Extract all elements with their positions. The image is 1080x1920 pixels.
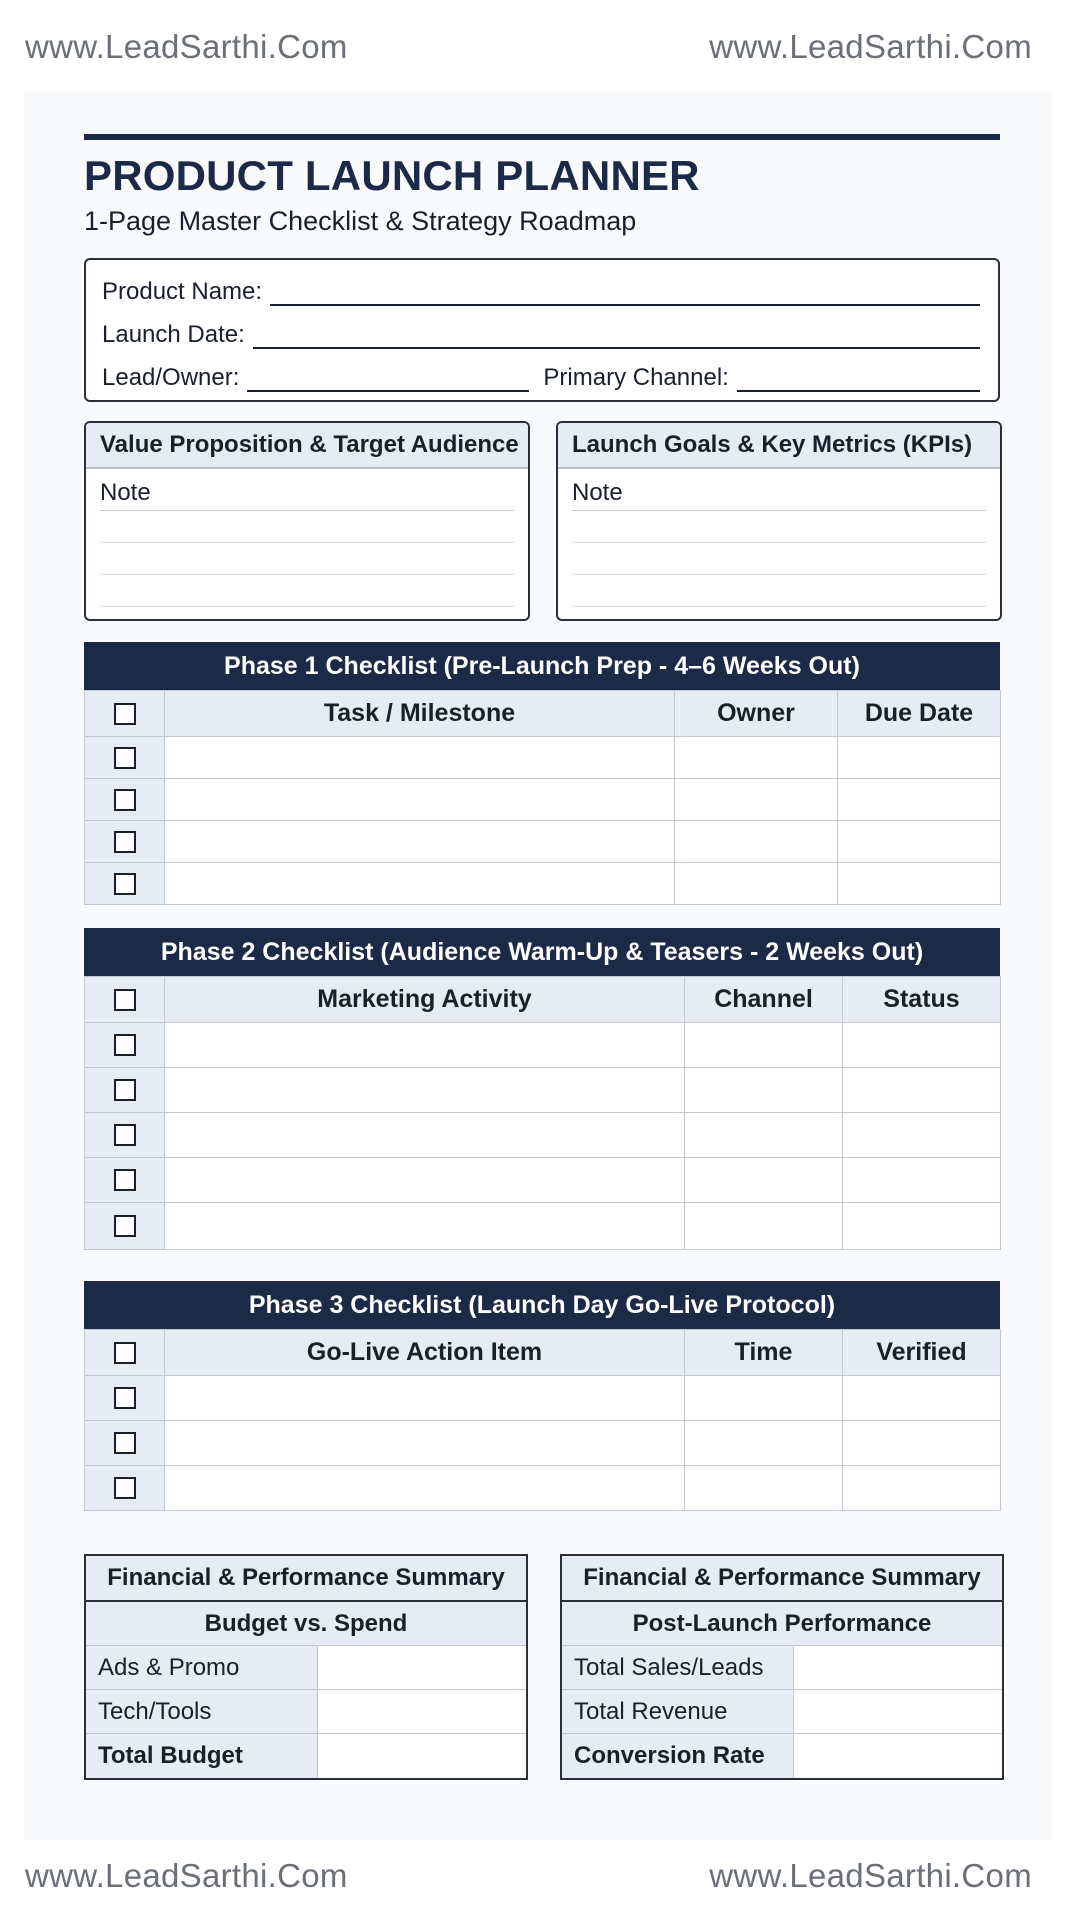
product-name-label: Product Name:: [102, 278, 263, 305]
column-header: Verified: [843, 1330, 1001, 1376]
title-rule: [84, 134, 1000, 140]
row-checkbox[interactable]: [85, 1068, 165, 1113]
due-date-cell[interactable]: [838, 779, 1001, 821]
activity-cell[interactable]: [165, 1203, 685, 1250]
row-label: Conversion Rate: [562, 1734, 794, 1778]
channel-cell[interactable]: [685, 1068, 843, 1113]
action-item-cell[interactable]: [165, 1466, 685, 1511]
due-date-cell[interactable]: [838, 737, 1001, 779]
product-info-box: [84, 258, 1000, 402]
column-header: Marketing Activity: [165, 977, 685, 1023]
watermark-top-right: www.LeadSarthi.Com: [709, 28, 1032, 65]
column-header: Owner: [675, 691, 838, 737]
note-line[interactable]: [100, 511, 514, 543]
table-row: [85, 1068, 1001, 1113]
ads-promo-value[interactable]: [318, 1646, 526, 1689]
task-cell[interactable]: [165, 779, 675, 821]
row-checkbox[interactable]: [85, 1113, 165, 1158]
activity-cell[interactable]: [165, 1068, 685, 1113]
launch-date-label: Launch Date:: [102, 321, 245, 348]
watermark-bottom-right: www.LeadSarthi.Com: [709, 1857, 1032, 1894]
performance-summary-box: [560, 1554, 1004, 1780]
table-row: [562, 1646, 1002, 1690]
select-all-checkbox[interactable]: [85, 691, 165, 737]
column-header: Status: [843, 977, 1001, 1023]
verified-cell[interactable]: [843, 1376, 1001, 1421]
row-checkbox[interactable]: [85, 863, 165, 905]
column-header: Go-Live Action Item: [165, 1330, 685, 1376]
row-checkbox[interactable]: [85, 737, 165, 779]
primary-channel-label: Primary Channel:: [543, 364, 729, 391]
row-label: Total Sales/Leads: [562, 1646, 794, 1689]
table-row: [85, 1158, 1001, 1203]
select-all-checkbox[interactable]: [85, 1330, 165, 1376]
phase-2-title: Phase 2 Checklist (Audience Warm-Up & Teasers - 2 Weeks Out): [84, 928, 1000, 976]
value-proposition-title: Value Proposition & Target Audience: [86, 423, 528, 469]
row-checkbox[interactable]: [85, 779, 165, 821]
verified-cell[interactable]: [843, 1421, 1001, 1466]
product-name-row: [102, 272, 980, 306]
status-cell[interactable]: [843, 1023, 1001, 1068]
total-budget-value[interactable]: [318, 1734, 526, 1778]
table-row: [86, 1734, 526, 1778]
table-row: [85, 1203, 1001, 1250]
launch-date-field[interactable]: [253, 323, 980, 349]
column-header: Channel: [685, 977, 843, 1023]
total-revenue-value[interactable]: [794, 1690, 1002, 1733]
phase-2-table: [84, 976, 1001, 1250]
conversion-rate-value[interactable]: [794, 1734, 1002, 1778]
column-header: Task / Milestone: [165, 691, 675, 737]
phase-1-checklist: [84, 642, 1000, 905]
table-row: [86, 1690, 526, 1734]
channel-cell[interactable]: [685, 1158, 843, 1203]
row-checkbox[interactable]: [85, 821, 165, 863]
table-row: [85, 1113, 1001, 1158]
task-cell[interactable]: [165, 821, 675, 863]
row-checkbox[interactable]: [85, 1466, 165, 1511]
table-row: [85, 1421, 1001, 1466]
table-row: [85, 821, 1001, 863]
time-cell[interactable]: [685, 1466, 843, 1511]
owner-cell[interactable]: [675, 737, 838, 779]
table-row: [86, 1646, 526, 1690]
owner-channel-row: [102, 358, 980, 392]
budget-summary-title: Financial & Performance Summary: [86, 1556, 526, 1602]
due-date-cell[interactable]: [838, 863, 1001, 905]
channel-cell[interactable]: [685, 1203, 843, 1250]
table-row: [85, 779, 1001, 821]
column-header: Time: [685, 1330, 843, 1376]
table-row: [85, 1023, 1001, 1068]
row-label: Total Budget: [86, 1734, 318, 1778]
table-row: [85, 1466, 1001, 1511]
action-item-cell[interactable]: [165, 1421, 685, 1466]
launch-goals-title: Launch Goals & Key Metrics (KPIs): [558, 423, 1000, 469]
time-cell[interactable]: [685, 1376, 843, 1421]
activity-cell[interactable]: [165, 1113, 685, 1158]
task-cell[interactable]: [165, 737, 675, 779]
primary-channel-field[interactable]: [737, 366, 980, 392]
phase-3-checklist: [84, 1281, 1000, 1511]
launch-goals-note[interactable]: Note: [572, 475, 986, 511]
row-checkbox[interactable]: [85, 1023, 165, 1068]
table-row: [85, 1376, 1001, 1421]
select-all-checkbox[interactable]: [85, 977, 165, 1023]
activity-cell[interactable]: [165, 1158, 685, 1203]
phase-3-table: [84, 1329, 1001, 1511]
status-cell[interactable]: [843, 1068, 1001, 1113]
activity-cell[interactable]: [165, 1023, 685, 1068]
value-proposition-card: [84, 421, 530, 621]
phase-1-title: Phase 1 Checklist (Pre-Launch Prep - 4–6 Weeks Out): [84, 642, 1000, 690]
task-cell[interactable]: [165, 863, 675, 905]
status-cell[interactable]: [843, 1113, 1001, 1158]
row-checkbox[interactable]: [85, 1158, 165, 1203]
performance-summary-title: Financial & Performance Summary: [562, 1556, 1002, 1602]
performance-summary-subtitle: Post-Launch Performance: [562, 1602, 1002, 1646]
row-label: Ads & Promo: [86, 1646, 318, 1689]
tech-tools-value[interactable]: [318, 1690, 526, 1733]
due-date-cell[interactable]: [838, 821, 1001, 863]
watermark-bottom-left: www.LeadSarthi.Com: [25, 1857, 348, 1894]
total-sales-value[interactable]: [794, 1646, 1002, 1689]
channel-cell[interactable]: [685, 1023, 843, 1068]
note-line[interactable]: [572, 575, 986, 607]
channel-cell[interactable]: [685, 1113, 843, 1158]
row-checkbox[interactable]: [85, 1376, 165, 1421]
page-title: PRODUCT LAUNCH PLANNER: [84, 152, 700, 199]
time-cell[interactable]: [685, 1421, 843, 1466]
row-checkbox[interactable]: [85, 1203, 165, 1250]
table-row: [562, 1690, 1002, 1734]
launch-date-row: [102, 315, 980, 349]
product-name-field[interactable]: [270, 280, 980, 306]
lead-owner-field[interactable]: [247, 366, 529, 392]
table-row: [85, 863, 1001, 905]
note-line[interactable]: [572, 511, 986, 543]
phase-1-table: [84, 690, 1001, 905]
owner-cell[interactable]: [675, 779, 838, 821]
launch-goals-card: [556, 421, 1002, 621]
budget-summary-box: [84, 1554, 528, 1780]
value-proposition-note[interactable]: Note: [100, 475, 514, 511]
owner-cell[interactable]: [675, 821, 838, 863]
status-cell[interactable]: [843, 1203, 1001, 1250]
watermark-top-left: www.LeadSarthi.Com: [25, 28, 348, 65]
table-row: [85, 737, 1001, 779]
phase-2-checklist: [84, 928, 1000, 1250]
note-line[interactable]: [100, 543, 514, 575]
budget-summary-subtitle: Budget vs. Spend: [86, 1602, 526, 1646]
row-label: Tech/Tools: [86, 1690, 318, 1733]
lead-owner-label: Lead/Owner:: [102, 364, 240, 391]
row-checkbox[interactable]: [85, 1421, 165, 1466]
verified-cell[interactable]: [843, 1466, 1001, 1511]
note-line[interactable]: [100, 575, 514, 607]
note-line[interactable]: [572, 543, 986, 575]
owner-cell[interactable]: [675, 863, 838, 905]
phase-3-title: Phase 3 Checklist (Launch Day Go-Live Protocol): [84, 1281, 1000, 1329]
action-item-cell[interactable]: [165, 1376, 685, 1421]
row-label: Total Revenue: [562, 1690, 794, 1733]
page-subtitle: 1-Page Master Checklist & Strategy Roadmap: [84, 206, 637, 236]
status-cell[interactable]: [843, 1158, 1001, 1203]
table-row: [562, 1734, 1002, 1778]
column-header: Due Date: [838, 691, 1001, 737]
